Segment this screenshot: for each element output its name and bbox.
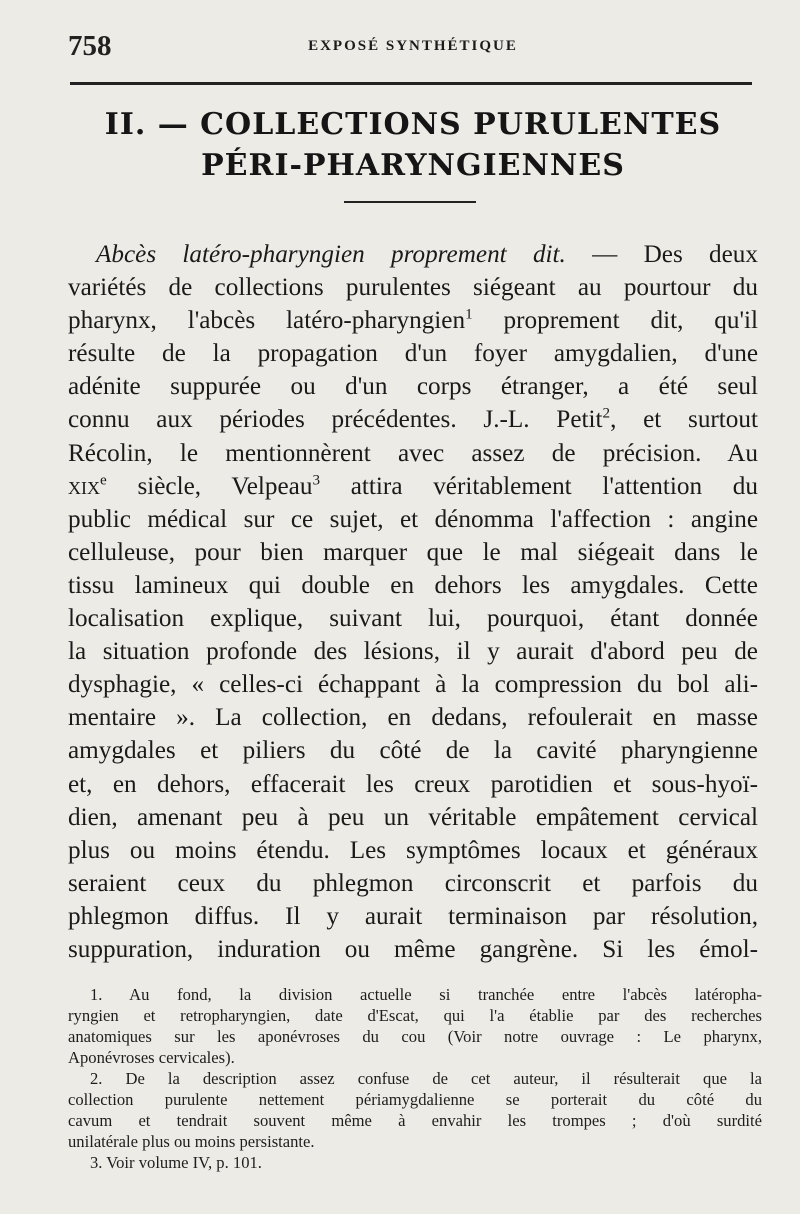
body-line: connu aux périodes précédentes. J.-L. Petit$^2$, et surtout xyxy=(68,406,758,434)
footnote-1-line: 1. Au fond, la division actuelle si tranchée entre l'abcès latéropha- xyxy=(90,985,762,1004)
body-line: la situation profonde des lésions, il y aurait d'abord peu de xyxy=(68,638,758,666)
heading-rule xyxy=(344,201,476,203)
body-line: seraient ceux du phlegmon circonscrit et parfois du xyxy=(68,869,758,897)
body-line: celluleuse, pour bien marquer que le mal siégeait dans le xyxy=(68,538,758,566)
body-line: pharynx, l'abcès latéro-pharyngien$^1$ proprement dit, qu'il xyxy=(68,306,758,335)
header-rule xyxy=(70,82,752,85)
section-title-line-1: II. — COLLECTIONS PURULENTES xyxy=(104,107,722,142)
footnotes xyxy=(68,984,762,1173)
body-text xyxy=(68,238,758,966)
body-line: mentaire ». La collection, en dedans, refoulerait en masse xyxy=(68,704,758,732)
footnote-2-line: collection purulente nettement périamygdalienne se porterait du côté du xyxy=(68,1090,762,1109)
footnote-2-line: cavum et tendrait souvent même à envahir les trompes ; d'où surdité xyxy=(68,1111,762,1130)
body-line: dysphagie, « celles-ci échappant à la compression du bol ali- xyxy=(68,671,758,699)
body-line: Récolin, le mentionnèrent avec assez de précision. Au xyxy=(68,439,758,467)
body-line: public médical sur ce sujet, et dénomma l'affection : angine xyxy=(68,505,758,533)
footnote-1-line: anatomiques sur les aponévroses du cou (Voir notre ouvrage : Le pharynx, xyxy=(68,1027,762,1046)
body-line: tissu lamineux qui double en dehors les amygdales. Cette xyxy=(68,571,758,599)
footnote-1-line: ryngien et retropharyngien, date d'Escat, qui l'a établie par des recherches xyxy=(68,1006,762,1025)
footnote-2-line: unilatérale plus ou moins persistante. xyxy=(68,1132,315,1151)
running-title: EXPOSÉ SYNTHÉTIQUE xyxy=(308,38,518,54)
footnote-2-line: 2. De la description assez confuse de cet auteur, il résulterait que la xyxy=(90,1069,762,1088)
running-head xyxy=(68,30,758,64)
footnote-1-line: Aponévroses cervicales). xyxy=(68,1048,235,1067)
body-line: adénite suppurée ou d'un corps étranger, a été seul xyxy=(68,373,758,401)
body-line: dien, amenant peu à peu un véritable empâtement cervical xyxy=(68,803,758,831)
footnote-ref-3: 3 xyxy=(312,472,321,489)
footnote-ref-1: 1 xyxy=(465,306,473,323)
body-line: amygdales et piliers du côté de la cavité pharyngienne xyxy=(68,737,758,765)
body-line: xix$^e$ siècle, Velpeau$^3$ attira véritablement l'attention du xyxy=(68,472,758,500)
body-line: suppuration, induration ou même gangrène. Si les émol- xyxy=(68,935,758,963)
section-heading xyxy=(68,104,758,186)
page-number: 758 xyxy=(68,30,112,62)
body-line: résulte de la propagation d'un foyer amygdalien, d'une xyxy=(68,340,758,368)
body-line: phlegmon diffus. Il y aurait terminaison par résolution, xyxy=(68,902,758,930)
body-line: plus ou moins étendu. Les symptômes locaux et généraux xyxy=(68,836,758,864)
section-title-line-2: PÉRI-PHARYNGIENNES xyxy=(201,148,625,183)
footnote-ref-2: 2 xyxy=(602,406,611,423)
body-line: Abcès latéro-pharyngien proprement dit. — Des deux xyxy=(96,241,758,268)
subsection-title: Abcès latéro-pharyngien proprement dit. xyxy=(96,241,566,268)
footnote-3-line: 3. Voir volume IV, p. 101. xyxy=(90,1153,262,1172)
body-line: localisation explique, suivant lui, pourquoi, étant donnée xyxy=(68,605,758,633)
body-line: variétés de collections purulentes siégeant au pourtour du xyxy=(68,274,758,302)
body-line: et, en dehors, effacerait les creux parotidien et sous-hyoï- xyxy=(68,770,758,798)
